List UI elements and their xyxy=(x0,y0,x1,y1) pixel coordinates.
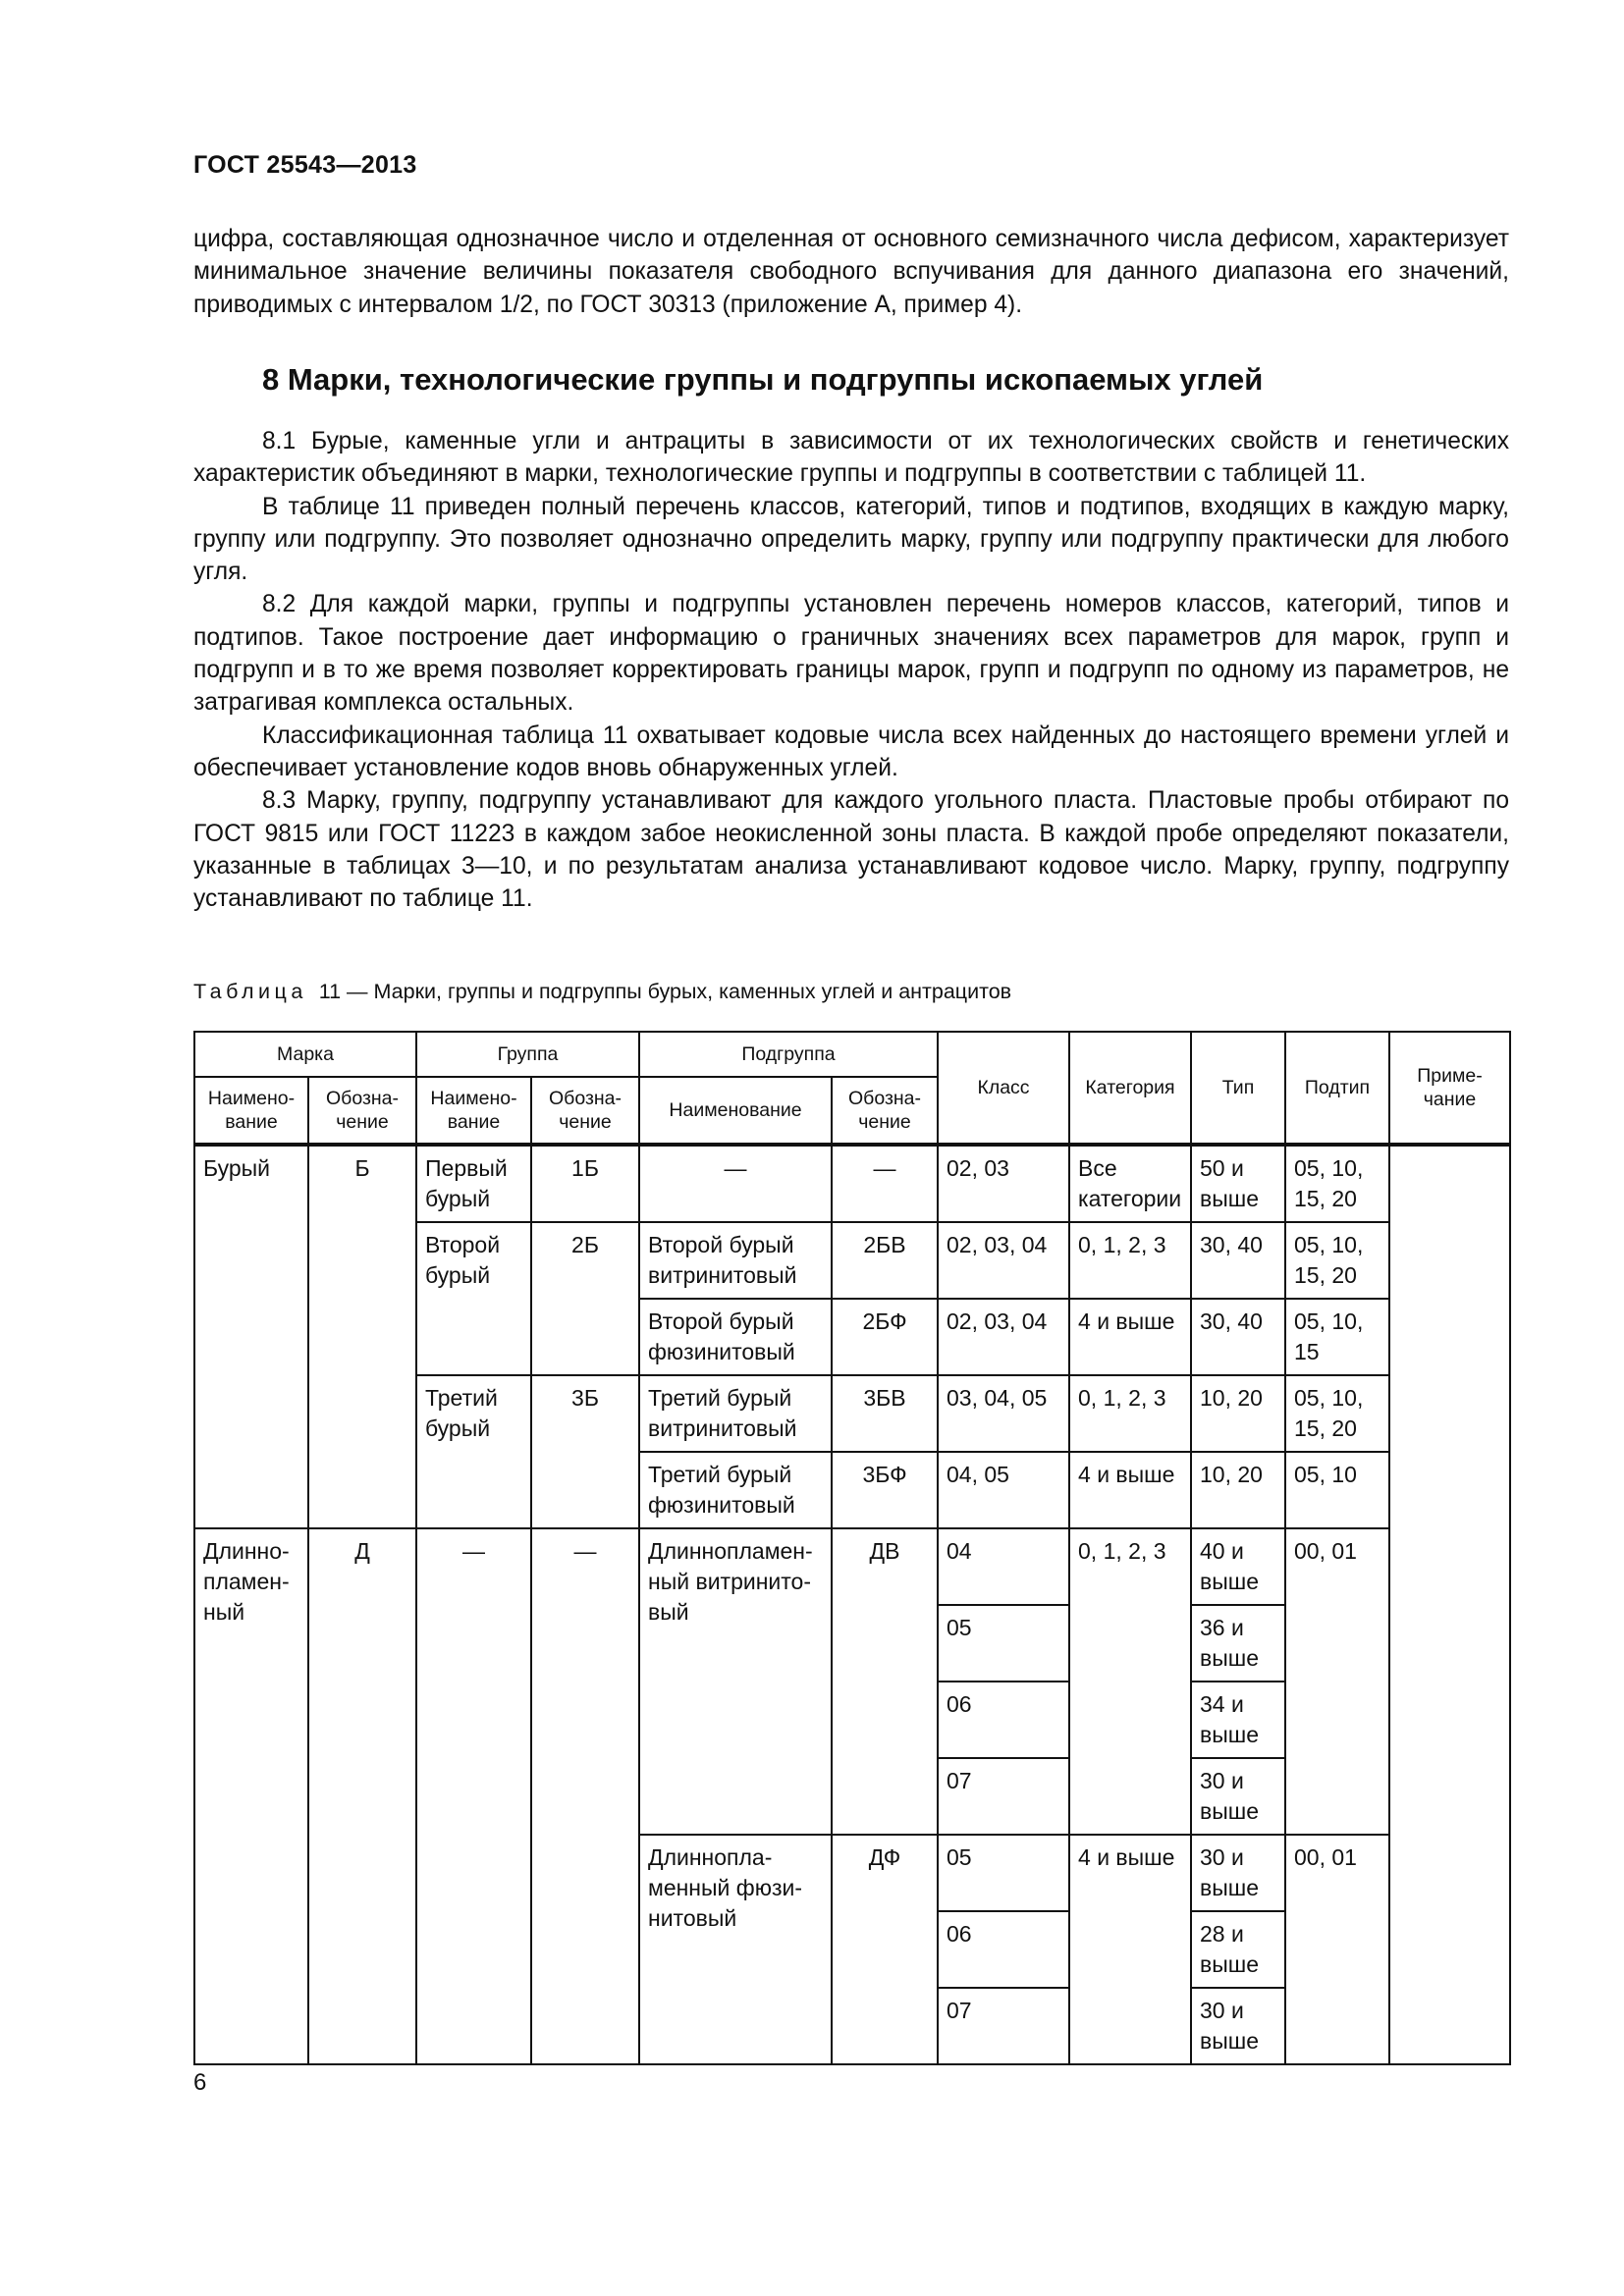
tip-cell: 34 и выше xyxy=(1191,1682,1285,1758)
subgroup-name: Длиннопла-менный фюзи-нитовый xyxy=(639,1835,832,2064)
subgroup-name: Второй бурый витринитовый xyxy=(639,1222,832,1299)
subgroup-code: — xyxy=(832,1145,938,1222)
tip-cell: 30, 40 xyxy=(1191,1222,1285,1299)
tip-cell: 30 и выше xyxy=(1191,1758,1285,1835)
section-title: 8 Марки, технологические группы и подгруппы ископаемых углей xyxy=(262,362,1264,397)
kategoriya-cell: 0, 1, 2, 3 xyxy=(1069,1528,1191,1835)
header-podtip: Подтип xyxy=(1285,1032,1389,1145)
podtip-cell: 05, 10, 15, 20 xyxy=(1285,1222,1389,1299)
header-klass: Класс xyxy=(938,1032,1069,1145)
paragraph-table-coverage: Классификационная таблица 11 охватывает кодовые числа всех найденных до настоящего времени углей и обеспечивает установление кодов вновь обнаруженных углей. xyxy=(193,721,1509,781)
subgroup-code: ДВ xyxy=(832,1528,938,1835)
klass-cell: 05 xyxy=(938,1835,1069,1911)
intro-paragraph xyxy=(193,223,1509,321)
subgroup-name: Длиннопламен-ный витринито-вый xyxy=(639,1528,832,1835)
group-name: Первый бурый xyxy=(416,1145,531,1222)
podtip-cell: 05, 10, 15, 20 xyxy=(1285,1145,1389,1222)
kategoriya-cell: 4 и выше xyxy=(1069,1299,1191,1375)
tip-cell: 28 и выше xyxy=(1191,1911,1285,1988)
table-caption-label: Таблица xyxy=(193,980,307,1003)
kategoriya-cell: 0, 1, 2, 3 xyxy=(1069,1375,1191,1452)
group-code: 1Б xyxy=(531,1145,639,1222)
intro-text: цифра, составляющая однозначное число и отделенная от основного семизначного числа дефисом, характеризует минимальное значение величины показателя свободного вспучивания для данного диапазона его значений, приводимых с интервалом 1/2, по ГОСТ 30313 (приложение А, пример 4). xyxy=(193,226,1509,318)
header-podgruppa-code: Обозна-чение xyxy=(832,1077,938,1145)
group-code: 3Б xyxy=(531,1375,639,1528)
podtip-cell: 05, 10, 15, 20 xyxy=(1285,1375,1389,1452)
subgroup-code: 3БФ xyxy=(832,1452,938,1528)
subgroup-name: Третий бурый витринитовый xyxy=(639,1375,832,1452)
header-marka-name: Наимено-вание xyxy=(194,1077,308,1145)
subgroup-code: 3БВ xyxy=(832,1375,938,1452)
group-name: Второй бурый xyxy=(416,1222,531,1375)
klass-cell: 05 xyxy=(938,1605,1069,1682)
paragraph-table-overview: В таблице 11 приведен полный перечень классов, категорий, типов и подтипов, входящих в каждую марку, группу или подгруппу. Это позволяет однозначно определить марку, группу или подгруппу практически для любого угля. xyxy=(193,493,1509,586)
header-podgruppa: Подгруппа xyxy=(639,1032,938,1077)
paragraph-8-3: 8.3 Марку, группу, подгруппу устанавливают для каждого угольного пласта. Пластовые пробы отбирают по ГОСТ 9815 или ГОСТ 11223 в каждом забое неокисленной зоны пласта. В каждой пробе определяют показатели, указанные в таблицах 3—10, и по результатам анализа устанавливают кодовое число. Марку, группу, подгруппу устанавливают по таблице 11. xyxy=(193,787,1509,913)
klass-cell: 06 xyxy=(938,1682,1069,1758)
header-gruppa: Группа xyxy=(416,1032,639,1077)
tip-cell: 50 и выше xyxy=(1191,1145,1285,1222)
marka-code: Д xyxy=(308,1528,416,2064)
document-header: ГОСТ 25543—2013 xyxy=(193,151,417,179)
group-code: 2Б xyxy=(531,1222,639,1375)
podtip-cell: 05, 10 xyxy=(1285,1452,1389,1528)
subgroup-name: — xyxy=(639,1145,832,1222)
podtip-cell: 00, 01 xyxy=(1285,1835,1389,2064)
coal-grades-table xyxy=(193,1031,1511,2065)
table-caption xyxy=(193,980,1011,1004)
marka-code: Б xyxy=(308,1145,416,1528)
header-marka: Марка xyxy=(194,1032,416,1077)
kategoriya-cell: 0, 1, 2, 3 xyxy=(1069,1222,1191,1299)
klass-cell: 04, 05 xyxy=(938,1452,1069,1528)
section-body xyxy=(193,425,1509,915)
paragraph-8-2: 8.2 Для каждой марки, группы и подгруппы установлен перечень номеров классов, категорий, типов и подтипов. Такое построение дает информацию о граничных значениях всех параметров для марок, групп и подгрупп и в то же время позволяет корректировать границы марок, групп и подгрупп по одному из параметров, не затрагивая комплекса остальных. xyxy=(193,591,1509,717)
subgroup-code: 2БФ xyxy=(832,1299,938,1375)
subgroup-name: Третий бурый фюзинитовый xyxy=(639,1452,832,1528)
marka-name: Бурый xyxy=(194,1145,308,1528)
marka-name: Длинно-пламен-ный xyxy=(194,1528,308,2064)
tip-cell: 36 и выше xyxy=(1191,1605,1285,1682)
tip-cell: 30 и выше xyxy=(1191,1835,1285,1911)
klass-cell: 07 xyxy=(938,1988,1069,2064)
group-code: — xyxy=(531,1528,639,2064)
header-tip: Тип xyxy=(1191,1032,1285,1145)
header-gruppa-name: Наимено-вание xyxy=(416,1077,531,1145)
paragraph-8-1: 8.1 Бурые, каменные угли и антрациты в зависимости от их технологических свойств и генетических характеристик объединяют в марки, технологические группы и подгруппы в соответствии с таблицей 11. xyxy=(193,428,1509,488)
klass-cell: 02, 03, 04 xyxy=(938,1299,1069,1375)
klass-cell: 07 xyxy=(938,1758,1069,1835)
klass-cell: 02, 03 xyxy=(938,1145,1069,1222)
note-cell xyxy=(1389,1145,1510,2064)
header-podgruppa-name: Наименование xyxy=(639,1077,832,1145)
header-kategoriya: Категория xyxy=(1069,1032,1191,1145)
group-name: — xyxy=(416,1528,531,2064)
header-marka-code: Обозна-чение xyxy=(308,1077,416,1145)
table-row xyxy=(194,1145,1510,1222)
tip-cell: 10, 20 xyxy=(1191,1375,1285,1452)
header-gruppa-code: Обозна-чение xyxy=(531,1077,639,1145)
group-name: Третий бурый xyxy=(416,1375,531,1528)
subgroup-code: ДФ xyxy=(832,1835,938,2064)
table-caption-text: 11 — Марки, группы и подгруппы бурых, каменных углей и антрацитов xyxy=(318,980,1012,1003)
klass-cell: 03, 04, 05 xyxy=(938,1375,1069,1452)
table-row xyxy=(194,1528,1510,1605)
kategoriya-cell: 4 и выше xyxy=(1069,1835,1191,2064)
klass-cell: 02, 03, 04 xyxy=(938,1222,1069,1299)
kategoriya-cell: 4 и выше xyxy=(1069,1452,1191,1528)
klass-cell: 04 xyxy=(938,1528,1069,1605)
tip-cell: 40 и выше xyxy=(1191,1528,1285,1605)
header-primechanie: Приме-чание xyxy=(1389,1032,1510,1145)
subgroup-name: Второй бурый фюзинитовый xyxy=(639,1299,832,1375)
podtip-cell: 05, 10, 15 xyxy=(1285,1299,1389,1375)
tip-cell: 30 и выше xyxy=(1191,1988,1285,2064)
subgroup-code: 2БВ xyxy=(832,1222,938,1299)
tip-cell: 10, 20 xyxy=(1191,1452,1285,1528)
page-number: 6 xyxy=(193,2069,207,2096)
tip-cell: 30, 40 xyxy=(1191,1299,1285,1375)
podtip-cell: 00, 01 xyxy=(1285,1528,1389,1835)
klass-cell: 06 xyxy=(938,1911,1069,1988)
kategoriya-cell: Все категории xyxy=(1069,1145,1191,1222)
